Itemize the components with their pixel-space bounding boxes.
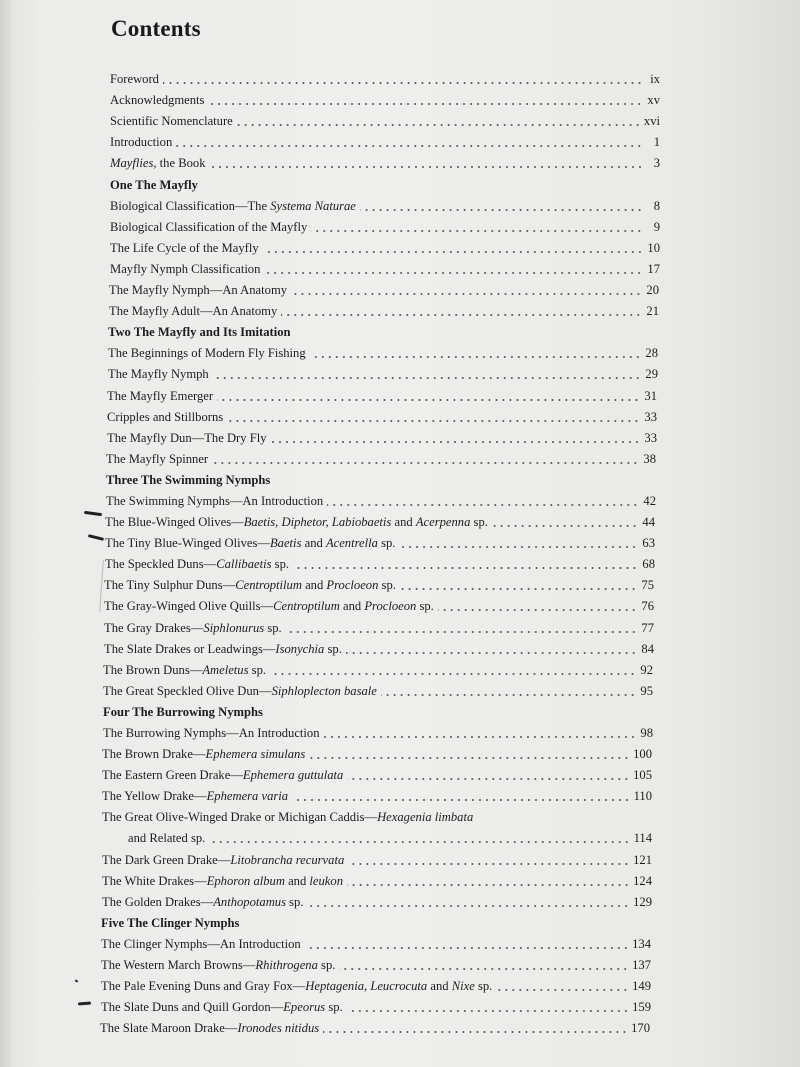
text: The Eastern Green Drake— [102,768,243,783]
toc-entry-title [103,663,266,678]
italic-text: Siphloplecton basale [271,683,377,698]
dot-leader [281,314,642,316]
toc-page-number: 100 [633,747,652,762]
toc-entry-title [110,114,233,129]
text: and [427,979,452,994]
text: Foreword [110,72,159,87]
text: Biological Classification—The [110,198,271,213]
text: The Slate Duns and Quill Gordon— [101,1000,284,1015]
italic-text: Anthopotamus [213,894,286,909]
toc-page-number: 17 [647,261,660,276]
toc-page-number: xv [647,93,660,108]
toc-page-number: 159 [632,1000,651,1015]
dot-leader [217,399,640,401]
toc-entry [110,256,660,277]
toc-page-number: 149 [632,979,651,994]
text: The Mayfly Nymph [108,367,209,382]
text: sp. [248,662,267,677]
toc-page-number: 129 [633,894,652,909]
italic-text: Siphlonurus [203,620,265,635]
toc-entry [101,973,651,994]
toc-entry [110,193,660,214]
italic-text: Baetis [269,536,302,551]
toc-entry [108,361,658,382]
text: and [391,515,416,530]
toc-section-heading [108,319,658,340]
text: The Gray Drakes— [104,620,204,635]
toc-entry [104,614,654,635]
italic-text: Heptagenia, Leucrocuta [305,979,428,994]
toc-entry-title [110,72,159,87]
text: The Mayfly Emerger [107,388,214,403]
toc-entry-title [107,389,213,404]
toc-entry [101,952,651,973]
toc-page-number: 9 [653,219,660,234]
toc-entry [101,931,651,952]
text: and [339,599,365,614]
toc-page-number: 31 [644,388,657,403]
dot-leader [293,567,638,569]
text: and [301,536,326,551]
table-of-contents [100,66,660,1036]
text: The Western March Browns— [101,958,256,973]
toc-entry-title [101,1000,343,1015]
toc-entry-title [105,515,488,530]
toc-entry [103,657,653,678]
dot-leader [310,356,641,358]
dot-leader [292,799,630,801]
dot-leader [209,841,630,843]
toc-page-number: 105 [633,768,652,783]
text: Cripples and Stillborns [107,409,224,424]
toc-entry [108,340,658,361]
dot-leader [339,968,629,970]
toc-entry [110,235,660,256]
toc-entry-title [102,874,343,889]
text: The Gray-Winged Olive Quills— [104,599,274,614]
toc-entry [106,488,656,509]
toc-entry-title [101,916,239,931]
toc-entry [110,87,660,108]
toc-entry [103,720,653,741]
dot-leader [360,209,643,211]
toc-entry-title [128,831,205,846]
toc-section-heading [110,171,660,192]
text: Mayfly Nymph Classification [110,261,261,276]
toc-page-number: 95 [640,683,653,698]
toc-entry-title [102,747,305,762]
toc-entry-title [109,304,277,319]
dot-leader [347,778,630,780]
italic-text: Acentrella [325,536,378,551]
text: and Related sp. [128,831,206,846]
dot-leader [305,947,629,949]
text: The Mayfly Spinner [106,451,209,466]
dot-leader [324,736,636,738]
toc-entry-title [104,578,396,593]
toc-entry [104,593,654,614]
ink-mark [75,979,79,982]
toc-entry-title [104,599,434,614]
toc-entry-title [106,452,208,467]
ink-mark [78,1002,91,1006]
toc-entry-title [104,621,282,636]
dot-leader [496,989,629,991]
toc-entry-title [110,241,259,256]
toc-page-number: 20 [646,283,659,298]
text: The Mayfly Nymph—An Anatomy [109,283,288,298]
toc-page-number: 98 [640,726,653,740]
text: sp. [324,641,342,656]
toc-page-number: 110 [633,789,652,804]
dot-leader [309,757,630,759]
toc-page-number: 170 [631,1021,650,1036]
dot-leader [263,251,643,253]
toc-entry [102,804,652,825]
toc-page-number: 121 [633,852,652,867]
text: The Tiny Blue-Winged Olives— [105,536,270,551]
toc-entry [102,825,652,846]
text: The Golden Drakes— [102,894,214,909]
toc-entry-title [110,178,198,193]
text: The White Drakes— [102,873,207,888]
italic-text: Isonychia [275,641,325,656]
dot-leader [208,103,643,105]
dot-leader [348,863,630,865]
text: Five The Clinger Nymphs [101,915,240,930]
text: The Brown Duns— [103,662,203,677]
text: The Swimming Nymphs—An Introduction [106,493,324,508]
italic-text: Ephemera guttulata [242,768,344,783]
toc-entry [109,277,659,298]
italic-text: Centroptilum [235,578,302,593]
toc-page-number: 76 [641,599,654,614]
toc-entry-title [110,220,307,235]
dot-leader [347,884,630,886]
toc-page-number: 3 [653,156,660,171]
italic-text: Procloeon [326,578,379,593]
toc-entry-title [108,346,306,361]
dot-leader [346,652,637,654]
dot-leader [210,166,644,168]
italic-text: Hexagenia limbata [377,810,474,825]
toc-page-number: 10 [647,240,660,255]
toc-entry-title [100,1021,319,1036]
toc-page-number: 33 [644,430,657,445]
dot-leader [271,441,641,443]
text: The Pale Evening Duns and Gray Fox— [101,979,306,994]
italic-text: Callibaetis [216,557,272,572]
italic-text: Ameletus [202,662,249,677]
italic-text: Ironodes nitidus [237,1021,320,1036]
italic-text: Nixe [451,979,475,994]
toc-entry-title [102,895,303,910]
text: sp. [377,536,396,551]
dot-leader [323,1031,628,1033]
toc-entry-title [107,410,223,425]
text: sp. [271,557,290,572]
text: sp. [378,578,396,593]
text: , the Book [153,156,206,171]
text: The Mayfly Adult—An Anatomy [109,304,278,319]
text: The Slate Drakes or Leadwings— [104,641,276,656]
dot-leader [311,230,643,232]
text: The Blue-Winged Olives— [105,515,244,530]
toc-entry [107,382,657,403]
dot-leader [286,631,637,633]
text: and [301,578,327,593]
text: Introduction [110,135,173,150]
italic-text: Mayflies [110,156,154,171]
toc-entry [110,214,660,235]
toc-page-number: 8 [653,198,660,213]
toc-entry [104,572,654,593]
toc-entry-title [109,283,287,298]
text: Four The Burrowing Nymphs [103,704,263,719]
text: Three The Swimming Nymphs [106,472,271,487]
toc-section-heading [101,910,651,931]
toc-entry-title [105,536,395,551]
text: The Slate Maroon Drake— [100,1021,238,1036]
text: Scientific Nomenclature [110,114,233,129]
toc-entry-title [108,325,291,340]
toc-entry-title [106,473,270,488]
text: sp. [317,958,336,973]
toc-entry [109,298,659,319]
toc-entry-title [106,494,323,509]
toc-entry-title [110,199,356,214]
text: sp. [264,620,282,635]
toc-page-number: 42 [643,493,656,508]
toc-entry [107,425,657,446]
dot-leader [347,1010,629,1012]
toc-entry-title [105,557,289,572]
text: The Great Olive-Winged Drake or Michigan Caddis— [102,810,378,825]
dot-leader [213,377,641,379]
toc-entry [100,1015,650,1036]
dot-leader [307,905,630,907]
toc-entry [110,150,660,171]
toc-page-number: 44 [642,515,655,530]
dot-leader [438,609,637,611]
toc-page-number: 114 [633,831,652,846]
italic-text: Rhithrogena [255,958,318,973]
text: and [284,873,310,888]
dot-leader [492,525,638,527]
toc-entry [102,846,652,867]
toc-entry [102,741,652,762]
toc-entry-title [110,262,260,277]
text: The Dark Green Drake— [102,852,231,867]
dot-leader [327,504,639,506]
text: sp. [285,894,304,909]
toc-entry [110,66,660,87]
dot-leader [237,124,641,126]
toc-entry-title [103,705,263,720]
toc-entry [107,404,657,425]
italic-text: Litobrancha recurvata [230,852,345,867]
toc-entry-title [102,810,473,825]
toc-entry-title [103,684,377,699]
italic-text: leukon [309,873,343,888]
toc-page-number: xvi [643,114,660,129]
toc-page-number: 28 [645,346,658,361]
toc-entry [110,108,660,129]
page-title: Contents [111,16,201,41]
toc-page-number: 21 [646,304,659,319]
text: The Yellow Drake— [102,789,207,804]
toc-entry-title [102,768,343,783]
dot-leader [227,420,640,422]
text: The Burrowing Nymphs—An Introduction [103,726,320,740]
toc-entry-title [102,853,344,868]
toc-entry [102,783,652,804]
toc-page-number: 33 [644,409,657,424]
toc-entry-title [110,156,206,171]
italic-text: Centroptilum [273,599,340,614]
toc-entry [102,868,652,889]
text: The Clinger Nymphs—An Introduction [101,936,301,951]
dot-leader [212,462,639,464]
text: The Brown Drake— [102,747,206,762]
toc-section-heading [106,467,656,488]
dot-leader [381,694,636,696]
italic-text: Procloeon [364,599,417,614]
toc-page-number: 137 [632,958,651,973]
toc-entry-title [110,135,172,150]
italic-text: Baetis, Diphetor, Labiobaetis [243,515,392,530]
toc-section-heading [103,699,653,720]
toc-page-number: 134 [632,936,651,951]
dot-leader [400,588,637,590]
italic-text: Ephemera simulans [205,747,306,762]
italic-text: Ephemera varia [206,789,289,804]
toc-entry-title [108,367,209,382]
italic-text: Systema Naturae [270,198,356,213]
toc-page-number: ix [650,72,660,87]
toc-page-number: 124 [633,873,652,888]
text: The Great Speckled Olive Dun— [103,683,272,698]
text: One The Mayfly [110,177,198,192]
toc-entry [104,636,654,657]
text: sp. [470,515,488,530]
text: The Speckled Duns— [105,557,217,572]
text: sp. [416,599,434,614]
toc-entry-title [107,431,267,446]
toc-entry-title [101,937,301,952]
toc-entry-title [101,979,492,994]
toc-page-number: 38 [643,451,656,466]
dot-leader [163,82,643,84]
toc-entry [101,994,651,1015]
toc-page-number: 77 [641,620,654,635]
toc-entry-title [102,789,288,804]
toc-entry [105,530,655,551]
text: The Tiny Sulphur Duns— [104,578,236,593]
toc-page-number: 63 [642,536,655,551]
text: Biological Classification of the Mayfly [110,219,308,234]
toc-entry [102,762,652,783]
toc-entry [103,678,653,699]
dot-leader [270,673,636,675]
italic-text: Acerpenna [415,515,471,530]
toc-page-number: 29 [645,367,658,382]
dot-leader [291,293,642,295]
toc-page-number: 1 [653,135,660,150]
italic-text: Epeorus [283,1000,326,1015]
text: Acknowledgments [110,93,205,108]
toc-entry-title [110,93,204,108]
text: The Mayfly Dun—The Dry Fly [107,430,267,445]
text: The Beginnings of Modern Fly Fishing [108,346,306,361]
dot-leader [176,145,643,147]
dot-leader [399,546,638,548]
toc-page-number: 68 [642,557,655,572]
italic-text: Ephoron album [206,873,285,888]
toc-entry [102,889,652,910]
toc-entry [105,509,655,530]
text: sp. [325,1000,343,1015]
toc-page-number: 75 [641,578,654,593]
toc-page-number: 92 [640,662,653,677]
toc-entry-title [103,726,320,741]
text: The Life Cycle of the Mayfly [110,240,259,255]
toc-entry-title [101,958,335,973]
toc-entry [105,551,655,572]
dot-leader [264,272,643,274]
toc-entry-title [104,642,342,657]
text: Two The Mayfly and Its Imitation [108,325,291,340]
toc-entry [106,446,656,467]
toc-entry [110,129,660,150]
toc-page-number: 84 [641,641,654,656]
text: sp. [474,979,493,994]
